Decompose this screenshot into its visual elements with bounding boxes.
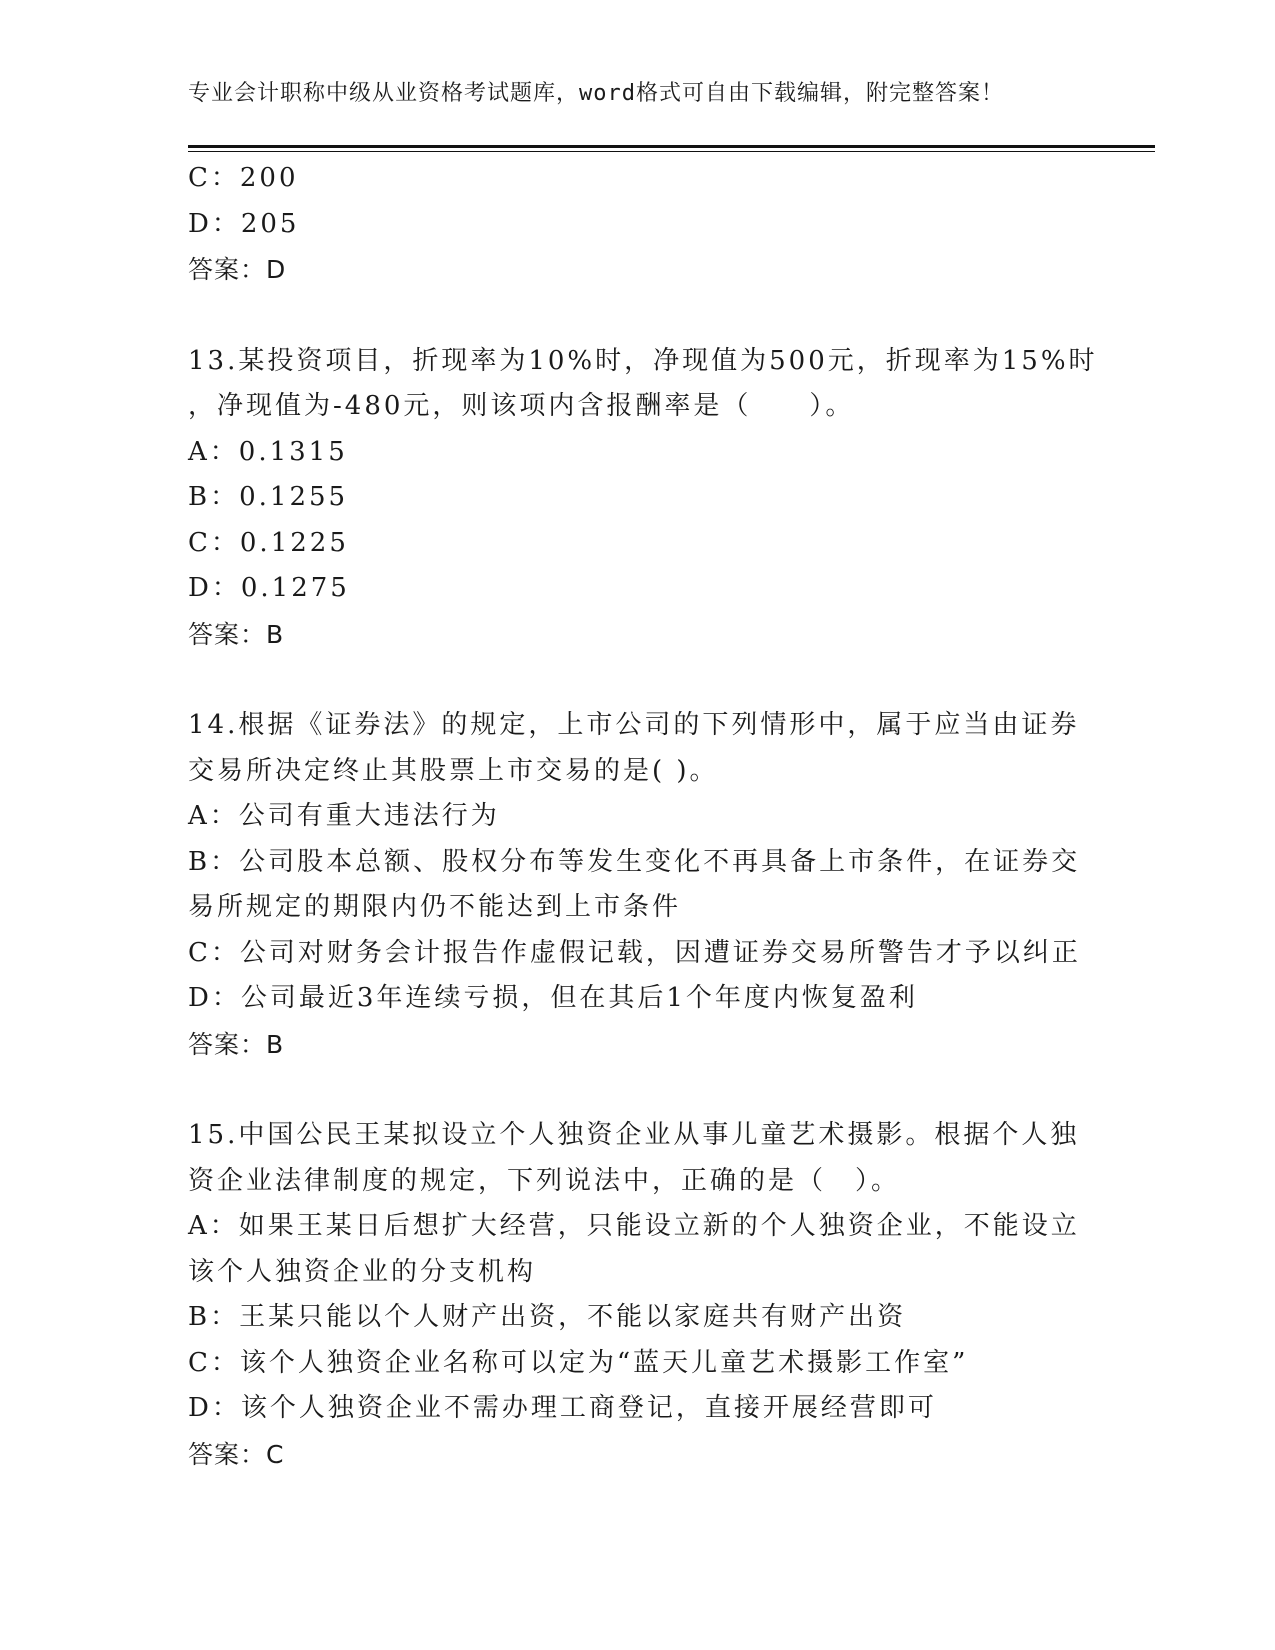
- prev-question-block: [188, 156, 1088, 293]
- option-b: B：0.1255: [188, 482, 349, 512]
- question-14: [188, 703, 1088, 1067]
- question-title-line: 13.某投资项目，折现率为10%时，净现值为500元，折现率为15%时: [188, 345, 1098, 376]
- answer-line: 答案：D: [188, 255, 287, 284]
- header-rule-thick: [188, 145, 1155, 148]
- question-15: [188, 1113, 1088, 1477]
- option-b: B：王某只能以个人财产出资，不能以家庭共有财产出资: [188, 1302, 907, 1332]
- option-c: C：公司对财务会计报告作虚假记载，因遭证券交易所警告才予以纠正: [188, 937, 1081, 968]
- option-d: D：该个人独资企业不需办理工商登记，直接开展经营即可: [188, 1393, 937, 1423]
- option-b: B：公司股本总额、股权分布等发生变化不再具备上市条件，在证券交: [188, 846, 1081, 877]
- option-b-continued: 易所规定的期限内仍不能达到上市条件: [188, 892, 682, 922]
- option-a: A：0.1315: [188, 436, 348, 467]
- option-a-continued: 该个人独资企业的分支机构: [188, 1256, 537, 1287]
- question-title-line: ，净现值为-480元，则该项内含报酬率是（ ）。: [188, 391, 855, 421]
- answer-line: 答案：B: [188, 619, 285, 649]
- option-c: C：200: [188, 163, 299, 193]
- question-title-line: 交易所决定终止其股票上市交易的是( )。: [188, 755, 719, 786]
- option-c: C：0.1225: [188, 527, 349, 558]
- question-title-line: 资企业法律制度的规定，下列说法中，正确的是（ ）。: [188, 1165, 901, 1196]
- option-a: A：公司有重大违法行为: [188, 801, 500, 831]
- question-title-line: 15.中国公民王某拟设立个人独资企业从事儿童艺术摄影。根据个人独: [188, 1120, 1080, 1150]
- question-content: [188, 156, 1098, 1477]
- answer-line: 答案：C: [188, 1439, 285, 1469]
- header-rule-thin: [188, 151, 1155, 152]
- question-13: [188, 339, 1098, 658]
- option-d: D：0.1275: [188, 573, 350, 603]
- option-c: C：该个人独资企业名称可以定为“蓝天儿童艺术摄影工作室”: [188, 1347, 969, 1378]
- option-d: D：公司最近3年连续亏损，但在其后1个年度内恢复盈利: [188, 983, 918, 1013]
- option-d: D：205: [188, 208, 300, 239]
- answer-line: 答案：B: [188, 1029, 285, 1059]
- page-header: 专业会计职称中级从业资格考试题库，word格式可自由下载编辑，附完整答案！: [188, 81, 1004, 106]
- question-title-line: 14.根据《证券法》的规定，上市公司的下列情形中，属于应当由证券: [188, 710, 1080, 740]
- option-a: A：如果王某日后想扩大经营，只能设立新的个人独资企业，不能设立: [188, 1211, 1080, 1241]
